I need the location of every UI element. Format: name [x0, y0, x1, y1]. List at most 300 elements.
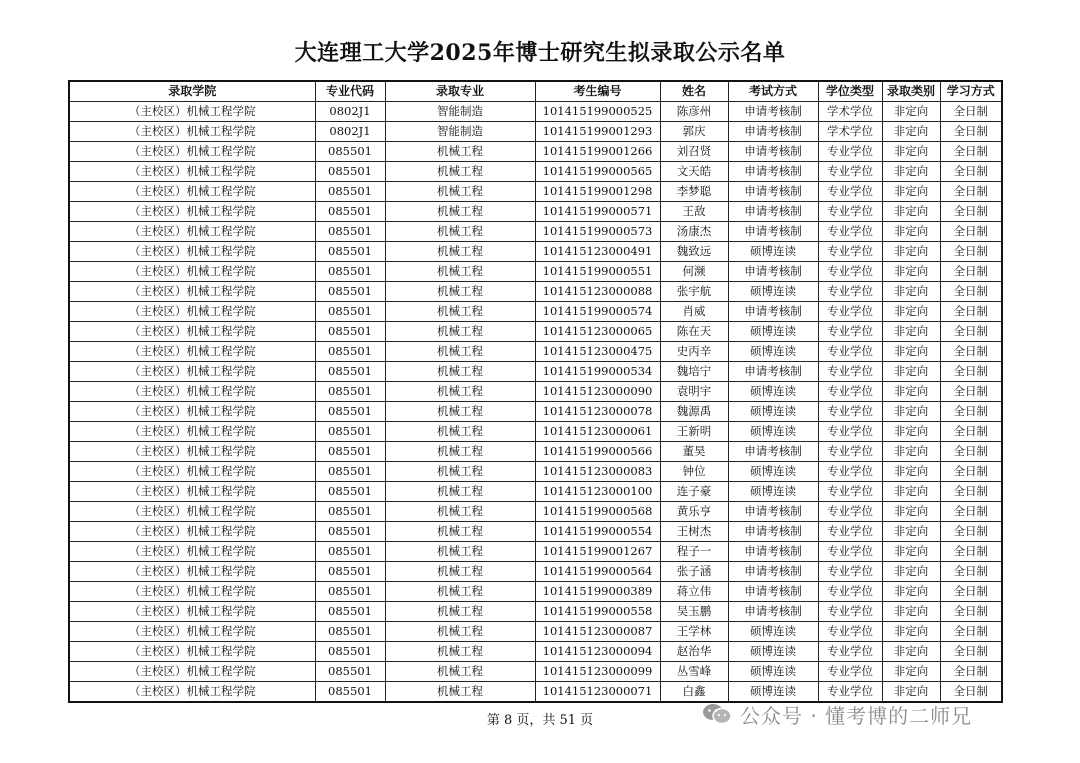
cell-admission-category: 非定向	[882, 302, 940, 322]
cell-degree-type: 专业学位	[818, 262, 882, 282]
table-row	[69, 122, 1002, 142]
cell-admission-category: 非定向	[882, 622, 940, 642]
cell-major-code: 0802J1	[315, 102, 385, 122]
cell-major-code: 0802J1	[315, 122, 385, 142]
cell-candidate-id: 101415199000565	[535, 162, 660, 182]
cell-college: （主校区）机械工程学院	[69, 402, 315, 422]
watermark-text: 公众号 · 懂考博的二师兄	[740, 703, 973, 728]
watermark	[702, 700, 972, 728]
cell-candidate-id: 101415123000078	[535, 402, 660, 422]
cell-admission-category: 非定向	[882, 142, 940, 162]
cell-exam-method: 申请考核制	[728, 262, 818, 282]
table-row	[69, 662, 1002, 682]
cell-exam-method: 申请考核制	[728, 122, 818, 142]
cell-candidate-id: 101415199001293	[535, 122, 660, 142]
cell-study-mode: 全日制	[940, 342, 1002, 362]
cell-major: 机械工程	[385, 322, 535, 342]
cell-major-code: 085501	[315, 242, 385, 262]
cell-college: （主校区）机械工程学院	[69, 302, 315, 322]
cell-degree-type: 专业学位	[818, 302, 882, 322]
cell-major-code: 085501	[315, 402, 385, 422]
cell-candidate-id: 101415123000475	[535, 342, 660, 362]
cell-major: 机械工程	[385, 162, 535, 182]
cell-degree-type: 专业学位	[818, 542, 882, 562]
cell-major-code: 085501	[315, 362, 385, 382]
cell-exam-method: 硕博连读	[728, 482, 818, 502]
table-row	[69, 502, 1002, 522]
cell-study-mode: 全日制	[940, 602, 1002, 622]
cell-candidate-id: 101415199001266	[535, 142, 660, 162]
cell-name: 袁明宇	[660, 382, 728, 402]
cell-exam-method: 申请考核制	[728, 542, 818, 562]
table-row	[69, 602, 1002, 622]
cell-degree-type: 专业学位	[818, 202, 882, 222]
cell-college: （主校区）机械工程学院	[69, 642, 315, 662]
cell-major-code: 085501	[315, 482, 385, 502]
cell-name: 文天皓	[660, 162, 728, 182]
cell-college: （主校区）机械工程学院	[69, 342, 315, 362]
cell-admission-category: 非定向	[882, 282, 940, 302]
cell-degree-type: 专业学位	[818, 642, 882, 662]
cell-degree-type: 专业学位	[818, 142, 882, 162]
cell-major-code: 085501	[315, 262, 385, 282]
cell-major: 机械工程	[385, 262, 535, 282]
cell-name: 钟位	[660, 462, 728, 482]
cell-name: 何濒	[660, 262, 728, 282]
cell-college: （主校区）机械工程学院	[69, 222, 315, 242]
cell-study-mode: 全日制	[940, 642, 1002, 662]
cell-major: 智能制造	[385, 102, 535, 122]
cell-admission-category: 非定向	[882, 602, 940, 622]
cell-admission-category: 非定向	[882, 562, 940, 582]
cell-study-mode: 全日制	[940, 422, 1002, 442]
cell-name: 王树杰	[660, 522, 728, 542]
cell-study-mode: 全日制	[940, 282, 1002, 302]
column-header-major: 录取专业	[385, 81, 535, 102]
cell-study-mode: 全日制	[940, 262, 1002, 282]
cell-college: （主校区）机械工程学院	[69, 622, 315, 642]
table-row	[69, 542, 1002, 562]
cell-study-mode: 全日制	[940, 482, 1002, 502]
cell-major-code: 085501	[315, 382, 385, 402]
cell-major: 机械工程	[385, 342, 535, 362]
cell-major: 机械工程	[385, 402, 535, 422]
cell-degree-type: 专业学位	[818, 242, 882, 262]
cell-major-code: 085501	[315, 522, 385, 542]
cell-name: 魏致远	[660, 242, 728, 262]
cell-college: （主校区）机械工程学院	[69, 282, 315, 302]
cell-major-code: 085501	[315, 202, 385, 222]
cell-name: 程子一	[660, 542, 728, 562]
table-row	[69, 102, 1002, 122]
cell-major-code: 085501	[315, 282, 385, 302]
cell-study-mode: 全日制	[940, 102, 1002, 122]
cell-major: 机械工程	[385, 442, 535, 462]
cell-college: （主校区）机械工程学院	[69, 142, 315, 162]
cell-candidate-id: 101415199000564	[535, 562, 660, 582]
cell-admission-category: 非定向	[882, 662, 940, 682]
cell-major: 机械工程	[385, 282, 535, 302]
cell-exam-method: 硕博连读	[728, 622, 818, 642]
cell-major: 机械工程	[385, 242, 535, 262]
cell-study-mode: 全日制	[940, 682, 1002, 703]
cell-admission-category: 非定向	[882, 342, 940, 362]
cell-degree-type: 学术学位	[818, 102, 882, 122]
cell-candidate-id: 101415199000551	[535, 262, 660, 282]
cell-admission-category: 非定向	[882, 222, 940, 242]
cell-candidate-id: 101415199000389	[535, 582, 660, 602]
table-row	[69, 382, 1002, 402]
cell-major-code: 085501	[315, 682, 385, 703]
cell-admission-category: 非定向	[882, 102, 940, 122]
wechat-icon	[702, 702, 732, 726]
cell-college: （主校区）机械工程学院	[69, 582, 315, 602]
cell-major-code: 085501	[315, 642, 385, 662]
cell-study-mode: 全日制	[940, 562, 1002, 582]
table-row	[69, 182, 1002, 202]
cell-study-mode: 全日制	[940, 442, 1002, 462]
table-row	[69, 642, 1002, 662]
cell-exam-method: 硕博连读	[728, 462, 818, 482]
cell-study-mode: 全日制	[940, 522, 1002, 542]
cell-major: 机械工程	[385, 522, 535, 542]
cell-admission-category: 非定向	[882, 502, 940, 522]
cell-college: （主校区）机械工程学院	[69, 462, 315, 482]
cell-admission-category: 非定向	[882, 422, 940, 442]
cell-exam-method: 硕博连读	[728, 282, 818, 302]
column-header-study-mode: 学习方式	[940, 81, 1002, 102]
cell-college: （主校区）机械工程学院	[69, 502, 315, 522]
cell-exam-method: 申请考核制	[728, 142, 818, 162]
cell-study-mode: 全日制	[940, 182, 1002, 202]
cell-college: （主校区）机械工程学院	[69, 562, 315, 582]
table-row	[69, 282, 1002, 302]
cell-major: 机械工程	[385, 582, 535, 602]
cell-degree-type: 专业学位	[818, 222, 882, 242]
cell-major-code: 085501	[315, 182, 385, 202]
cell-candidate-id: 101415199000554	[535, 522, 660, 542]
cell-study-mode: 全日制	[940, 162, 1002, 182]
cell-major: 机械工程	[385, 302, 535, 322]
cell-major-code: 085501	[315, 562, 385, 582]
cell-college: （主校区）机械工程学院	[69, 442, 315, 462]
cell-name: 连子豪	[660, 482, 728, 502]
cell-exam-method: 申请考核制	[728, 302, 818, 322]
cell-candidate-id: 101415199000568	[535, 502, 660, 522]
table-row	[69, 582, 1002, 602]
cell-college: （主校区）机械工程学院	[69, 662, 315, 682]
table-row	[69, 422, 1002, 442]
cell-candidate-id: 101415199000558	[535, 602, 660, 622]
cell-degree-type: 专业学位	[818, 682, 882, 703]
cell-exam-method: 硕博连读	[728, 422, 818, 442]
cell-major: 智能制造	[385, 122, 535, 142]
cell-degree-type: 专业学位	[818, 462, 882, 482]
cell-major: 机械工程	[385, 622, 535, 642]
table-row	[69, 202, 1002, 222]
cell-name: 黄乐亨	[660, 502, 728, 522]
table-row	[69, 262, 1002, 282]
cell-exam-method: 申请考核制	[728, 562, 818, 582]
cell-study-mode: 全日制	[940, 662, 1002, 682]
cell-admission-category: 非定向	[882, 682, 940, 703]
cell-major: 机械工程	[385, 462, 535, 482]
cell-candidate-id: 101415123000071	[535, 682, 660, 703]
page-title: 大连理工大学2025年博士研究生拟录取公示名单	[294, 40, 786, 66]
cell-study-mode: 全日制	[940, 222, 1002, 242]
cell-degree-type: 专业学位	[818, 342, 882, 362]
cell-name: 赵治华	[660, 642, 728, 662]
column-header-exam-method: 考试方式	[728, 81, 818, 102]
cell-admission-category: 非定向	[882, 542, 940, 562]
cell-admission-category: 非定向	[882, 202, 940, 222]
cell-name: 张子涵	[660, 562, 728, 582]
table-row	[69, 482, 1002, 502]
cell-major: 机械工程	[385, 662, 535, 682]
cell-degree-type: 专业学位	[818, 602, 882, 622]
cell-degree-type: 专业学位	[818, 482, 882, 502]
column-header-major-code: 专业代码	[315, 81, 385, 102]
cell-major-code: 085501	[315, 422, 385, 442]
cell-degree-type: 专业学位	[818, 502, 882, 522]
table-header-row	[69, 81, 1002, 102]
cell-name: 张宇航	[660, 282, 728, 302]
cell-candidate-id: 101415199000573	[535, 222, 660, 242]
table-row	[69, 562, 1002, 582]
cell-exam-method: 硕博连读	[728, 682, 818, 703]
table-row	[69, 622, 1002, 642]
column-header-name: 姓名	[660, 81, 728, 102]
cell-study-mode: 全日制	[940, 502, 1002, 522]
cell-exam-method: 硕博连读	[728, 382, 818, 402]
cell-major: 机械工程	[385, 362, 535, 382]
cell-admission-category: 非定向	[882, 402, 940, 422]
cell-major-code: 085501	[315, 462, 385, 482]
cell-study-mode: 全日制	[940, 622, 1002, 642]
column-header-admission-category: 录取类别	[882, 81, 940, 102]
cell-candidate-id: 101415199001267	[535, 542, 660, 562]
cell-major-code: 085501	[315, 662, 385, 682]
cell-degree-type: 专业学位	[818, 422, 882, 442]
cell-admission-category: 非定向	[882, 462, 940, 482]
cell-degree-type: 专业学位	[818, 322, 882, 342]
table-row	[69, 322, 1002, 342]
cell-college: （主校区）机械工程学院	[69, 422, 315, 442]
cell-degree-type: 专业学位	[818, 362, 882, 382]
cell-major-code: 085501	[315, 222, 385, 242]
cell-candidate-id: 101415199000566	[535, 442, 660, 462]
cell-admission-category: 非定向	[882, 322, 940, 342]
cell-major-code: 085501	[315, 622, 385, 642]
cell-exam-method: 申请考核制	[728, 202, 818, 222]
cell-study-mode: 全日制	[940, 362, 1002, 382]
cell-candidate-id: 101415199000525	[535, 102, 660, 122]
cell-major: 机械工程	[385, 502, 535, 522]
cell-name: 魏培宁	[660, 362, 728, 382]
cell-college: （主校区）机械工程学院	[69, 202, 315, 222]
cell-name: 董昊	[660, 442, 728, 462]
cell-candidate-id: 101415123000100	[535, 482, 660, 502]
cell-major: 机械工程	[385, 222, 535, 242]
cell-admission-category: 非定向	[882, 262, 940, 282]
cell-degree-type: 专业学位	[818, 622, 882, 642]
cell-college: （主校区）机械工程学院	[69, 322, 315, 342]
cell-name: 白鑫	[660, 682, 728, 703]
cell-major-code: 085501	[315, 542, 385, 562]
cell-college: （主校区）机械工程学院	[69, 182, 315, 202]
cell-candidate-id: 101415199000574	[535, 302, 660, 322]
cell-name: 陈在天	[660, 322, 728, 342]
cell-candidate-id: 101415123000061	[535, 422, 660, 442]
cell-candidate-id: 101415123000090	[535, 382, 660, 402]
cell-exam-method: 申请考核制	[728, 102, 818, 122]
cell-admission-category: 非定向	[882, 582, 940, 602]
cell-name: 吴玉鹏	[660, 602, 728, 622]
cell-major: 机械工程	[385, 202, 535, 222]
cell-name: 魏源禹	[660, 402, 728, 422]
table-row	[69, 142, 1002, 162]
cell-exam-method: 硕博连读	[728, 402, 818, 422]
cell-college: （主校区）机械工程学院	[69, 122, 315, 142]
cell-admission-category: 非定向	[882, 382, 940, 402]
table-row	[69, 462, 1002, 482]
cell-admission-category: 非定向	[882, 482, 940, 502]
column-header-candidate-id: 考生编号	[535, 81, 660, 102]
cell-major-code: 085501	[315, 442, 385, 462]
cell-degree-type: 专业学位	[818, 442, 882, 462]
cell-candidate-id: 101415199000571	[535, 202, 660, 222]
cell-admission-category: 非定向	[882, 122, 940, 142]
cell-major: 机械工程	[385, 382, 535, 402]
cell-degree-type: 专业学位	[818, 522, 882, 542]
cell-degree-type: 专业学位	[818, 582, 882, 602]
cell-major: 机械工程	[385, 482, 535, 502]
cell-study-mode: 全日制	[940, 302, 1002, 322]
cell-name: 李梦聪	[660, 182, 728, 202]
cell-name: 王敌	[660, 202, 728, 222]
cell-exam-method: 申请考核制	[728, 522, 818, 542]
cell-major: 机械工程	[385, 682, 535, 703]
table-body	[69, 102, 1002, 703]
cell-exam-method: 申请考核制	[728, 222, 818, 242]
cell-major: 机械工程	[385, 182, 535, 202]
cell-college: （主校区）机械工程学院	[69, 602, 315, 622]
cell-study-mode: 全日制	[940, 202, 1002, 222]
cell-candidate-id: 101415123000099	[535, 662, 660, 682]
cell-degree-type: 专业学位	[818, 562, 882, 582]
table-row	[69, 162, 1002, 182]
cell-name: 丛雪峰	[660, 662, 728, 682]
cell-name: 史丙辛	[660, 342, 728, 362]
cell-study-mode: 全日制	[940, 582, 1002, 602]
cell-degree-type: 专业学位	[818, 162, 882, 182]
cell-major-code: 085501	[315, 582, 385, 602]
cell-admission-category: 非定向	[882, 362, 940, 382]
cell-college: （主校区）机械工程学院	[69, 242, 315, 262]
table-row	[69, 522, 1002, 542]
cell-degree-type: 专业学位	[818, 402, 882, 422]
cell-exam-method: 硕博连读	[728, 342, 818, 362]
cell-name: 蒋立伟	[660, 582, 728, 602]
cell-admission-category: 非定向	[882, 642, 940, 662]
cell-admission-category: 非定向	[882, 442, 940, 462]
cell-name: 肖威	[660, 302, 728, 322]
cell-study-mode: 全日制	[940, 322, 1002, 342]
cell-study-mode: 全日制	[940, 462, 1002, 482]
cell-exam-method: 申请考核制	[728, 602, 818, 622]
table-row	[69, 342, 1002, 362]
cell-candidate-id: 101415123000491	[535, 242, 660, 262]
cell-major-code: 085501	[315, 502, 385, 522]
cell-major-code: 085501	[315, 322, 385, 342]
cell-name: 陈彦州	[660, 102, 728, 122]
cell-college: （主校区）机械工程学院	[69, 362, 315, 382]
cell-candidate-id: 101415199000534	[535, 362, 660, 382]
cell-exam-method: 硕博连读	[728, 242, 818, 262]
cell-exam-method: 硕博连读	[728, 322, 818, 342]
cell-exam-method: 申请考核制	[728, 362, 818, 382]
cell-major: 机械工程	[385, 422, 535, 442]
cell-admission-category: 非定向	[882, 162, 940, 182]
cell-name: 刘召贤	[660, 142, 728, 162]
cell-admission-category: 非定向	[882, 242, 940, 262]
cell-college: （主校区）机械工程学院	[69, 382, 315, 402]
cell-major: 机械工程	[385, 642, 535, 662]
column-header-degree-type: 学位类型	[818, 81, 882, 102]
cell-candidate-id: 101415123000094	[535, 642, 660, 662]
column-header-college: 录取学院	[69, 81, 315, 102]
cell-college: （主校区）机械工程学院	[69, 162, 315, 182]
table-row	[69, 362, 1002, 382]
cell-college: （主校区）机械工程学院	[69, 682, 315, 703]
cell-degree-type: 学术学位	[818, 122, 882, 142]
cell-major: 机械工程	[385, 562, 535, 582]
cell-study-mode: 全日制	[940, 142, 1002, 162]
cell-study-mode: 全日制	[940, 242, 1002, 262]
cell-admission-category: 非定向	[882, 522, 940, 542]
cell-exam-method: 硕博连读	[728, 662, 818, 682]
cell-major: 机械工程	[385, 602, 535, 622]
cell-name: 王学林	[660, 622, 728, 642]
cell-major-code: 085501	[315, 162, 385, 182]
cell-candidate-id: 101415123000083	[535, 462, 660, 482]
cell-degree-type: 专业学位	[818, 282, 882, 302]
table-row	[69, 242, 1002, 262]
cell-study-mode: 全日制	[940, 542, 1002, 562]
cell-study-mode: 全日制	[940, 122, 1002, 142]
cell-college: （主校区）机械工程学院	[69, 542, 315, 562]
cell-candidate-id: 101415123000065	[535, 322, 660, 342]
cell-name: 郭庆	[660, 122, 728, 142]
cell-candidate-id: 101415123000087	[535, 622, 660, 642]
table-row	[69, 442, 1002, 462]
cell-study-mode: 全日制	[940, 382, 1002, 402]
cell-major: 机械工程	[385, 542, 535, 562]
cell-exam-method: 申请考核制	[728, 442, 818, 462]
cell-college: （主校区）机械工程学院	[69, 262, 315, 282]
cell-major: 机械工程	[385, 142, 535, 162]
cell-major-code: 085501	[315, 602, 385, 622]
cell-degree-type: 专业学位	[818, 382, 882, 402]
cell-name: 王新明	[660, 422, 728, 442]
cell-college: （主校区）机械工程学院	[69, 522, 315, 542]
cell-candidate-id: 101415199001298	[535, 182, 660, 202]
cell-major-code: 085501	[315, 342, 385, 362]
cell-name: 汤康杰	[660, 222, 728, 242]
cell-major-code: 085501	[315, 302, 385, 322]
table-row	[69, 222, 1002, 242]
admission-list-table	[68, 80, 1003, 703]
